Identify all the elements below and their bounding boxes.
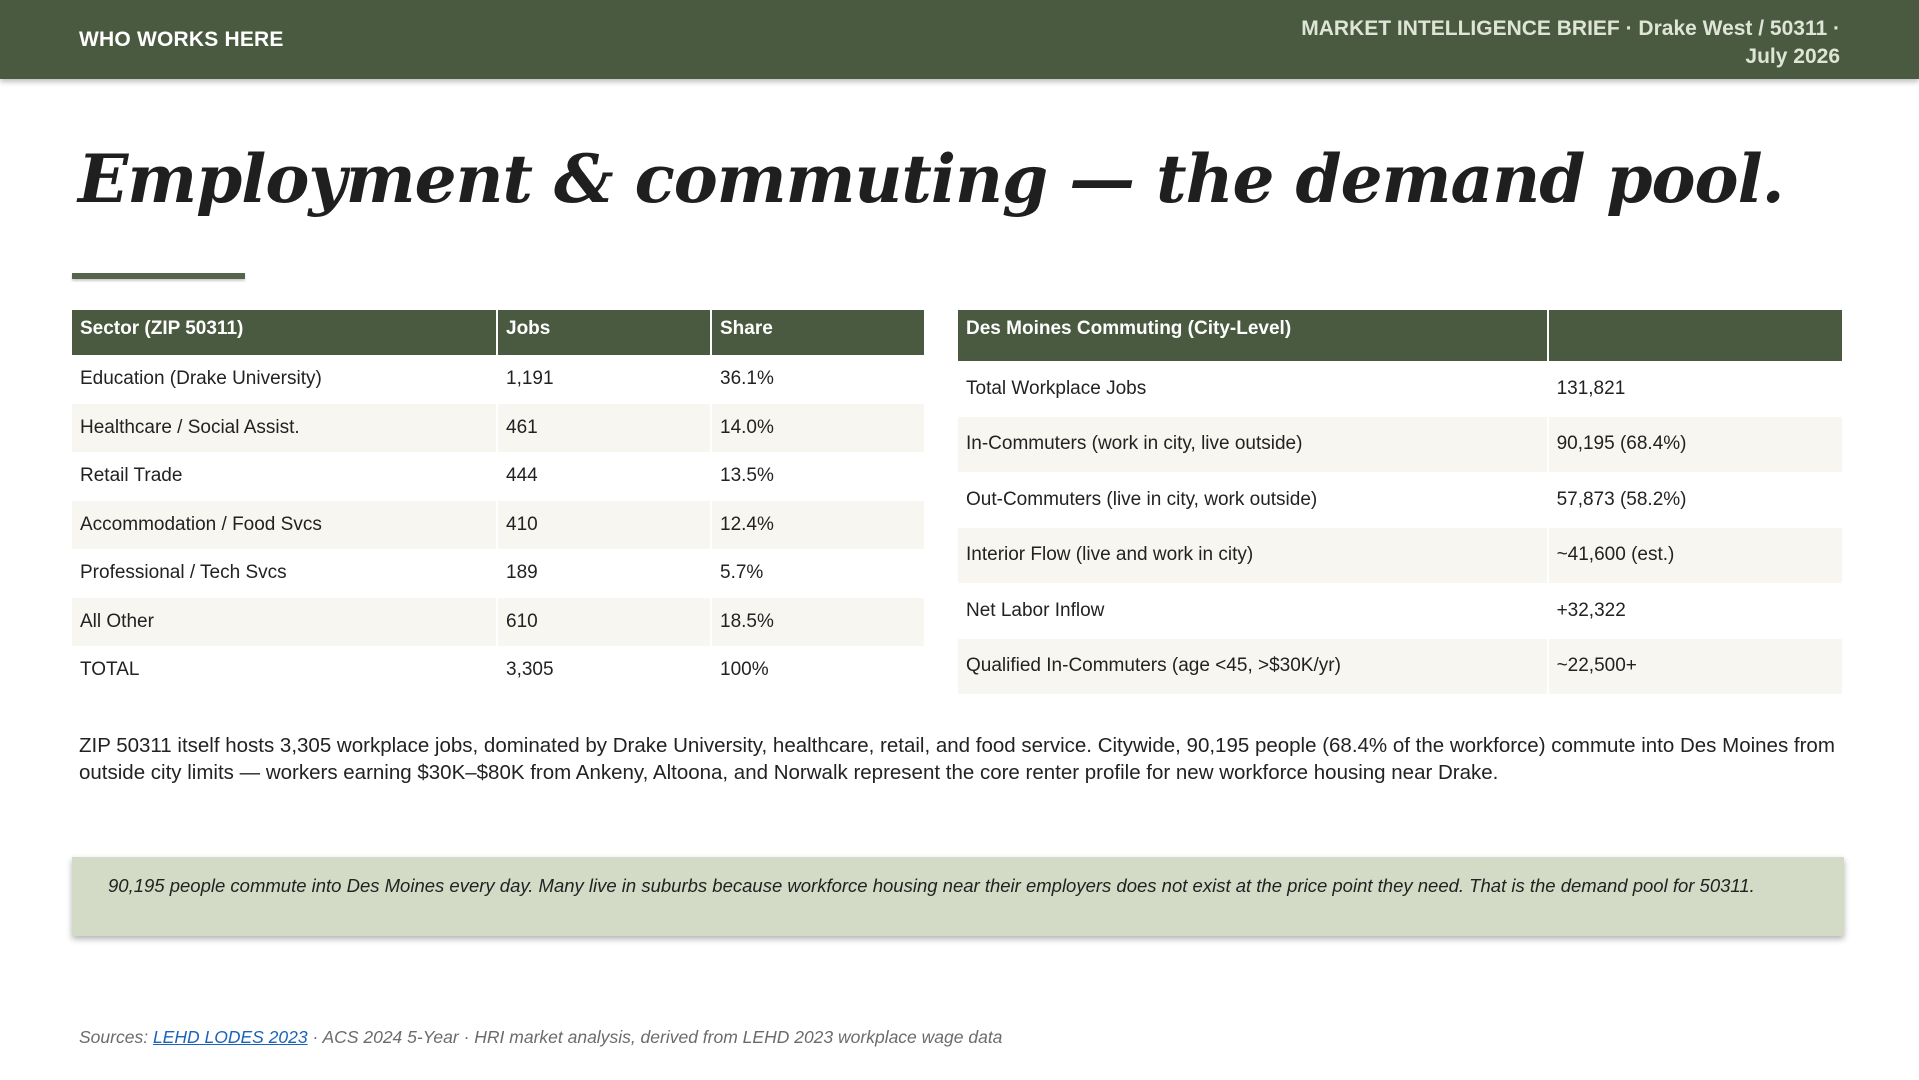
sector-cell: Education (Drake University)	[80, 368, 322, 390]
lehd-lodes-link[interactable]: LEHD LODES 2023	[152, 1027, 308, 1047]
value-cell: 57,873 (58.2%)	[1556, 488, 1687, 510]
sources-suffix: · ACS 2024 5-Year · HRI market analysis, derived from LEHD 2023 workplace wage data	[307, 1027, 1003, 1047]
metric-cell: Interior Flow (live and work in city)	[958, 528, 1547, 584]
share-cell: 12.4%	[712, 501, 924, 550]
table-row	[958, 639, 1842, 695]
value-cell: ~22,500+	[1549, 639, 1842, 695]
table-row	[72, 549, 924, 598]
jobs-cell: 3,305	[506, 659, 554, 681]
share-cell: 36.1%	[720, 368, 774, 390]
table-row	[72, 355, 924, 404]
table-row	[958, 417, 1842, 473]
sector-cell: Healthcare / Social Assist.	[72, 404, 496, 453]
share-cell: 14.0%	[712, 404, 924, 453]
jobs-cell: 461	[498, 404, 710, 453]
table-header-row	[72, 310, 924, 355]
brief-label	[1140, 15, 1840, 71]
brief-line-2: July 2026	[1745, 45, 1840, 68]
table-row	[72, 452, 924, 501]
sources-prefix: Sources:	[79, 1027, 153, 1047]
brief-line-1: MARKET INTELLIGENCE BRIEF · Drake West / 50311 ·	[1301, 17, 1840, 40]
metric-cell: In-Commuters (work in city, live outside)	[958, 417, 1547, 473]
jobs-cell: 1,191	[506, 368, 554, 390]
metric-cell: Total Workplace Jobs	[966, 377, 1147, 399]
table-row	[958, 583, 1842, 639]
summary-paragraph: ZIP 50311 itself hosts 3,305 workplace jobs, dominated by Drake University, healthcare, retail, and food service. Citywide, 90,195 people (68.4% of the workforce) commute into Des Moines from outside city limits — workers earning $30K–$80K from Ankeny, Altoona, and Norwalk represent the core renter profile for new workforce housing near Drake.	[79, 734, 1835, 784]
value-cell: ~41,600 (est.)	[1549, 528, 1842, 584]
value-cell: 90,195 (68.4%)	[1549, 417, 1842, 473]
column-header-sector: Sector (ZIP 50311)	[72, 310, 496, 355]
sector-cell: TOTAL	[80, 659, 140, 681]
top-bar	[0, 0, 1919, 79]
share-cell: 100%	[720, 659, 769, 681]
sector-cell: All Other	[72, 598, 496, 647]
column-header-value	[1549, 310, 1842, 361]
sources-footnote	[79, 1027, 1002, 1048]
share-cell: 13.5%	[720, 465, 774, 487]
column-header-share: Share	[712, 310, 924, 355]
column-header-commuting: Des Moines Commuting (City-Level)	[958, 310, 1547, 361]
table-row	[958, 361, 1842, 417]
callout-box	[72, 857, 1844, 936]
table-row	[72, 404, 924, 453]
share-cell: 18.5%	[712, 598, 924, 647]
page-title: Employment & commuting — the demand pool.	[78, 140, 1784, 218]
jobs-cell: 189	[506, 562, 538, 584]
jobs-cell: 610	[498, 598, 710, 647]
share-cell: 5.7%	[720, 562, 764, 584]
table-header-row	[958, 310, 1842, 361]
jobs-cell: 410	[498, 501, 710, 550]
metric-cell: Out-Commuters (live in city, work outside)	[966, 488, 1318, 510]
title-underline-rule	[72, 273, 245, 279]
table-row	[72, 598, 924, 647]
metric-cell: Net Labor Inflow	[966, 599, 1105, 621]
callout-text: 90,195 people commute into Des Moines every day. Many live in suburbs because workforce housing near their employers does not exist at the price point they need. That is the demand pool for 50311.	[108, 875, 1755, 896]
column-header-jobs: Jobs	[498, 310, 710, 355]
metric-cell: Qualified In-Commuters (age <45, >$30K/yr)	[958, 639, 1547, 695]
sector-cell: Retail Trade	[80, 465, 183, 487]
sector-jobs-table	[70, 310, 926, 695]
sector-cell: Accommodation / Food Svcs	[72, 501, 496, 550]
value-cell: +32,322	[1556, 599, 1626, 621]
jobs-cell: 444	[506, 465, 538, 487]
sector-cell: Professional / Tech Svcs	[80, 562, 287, 584]
table-row-total	[72, 646, 924, 695]
section-label: WHO WORKS HERE	[79, 28, 284, 51]
table-row	[958, 472, 1842, 528]
value-cell: 131,821	[1556, 377, 1626, 399]
table-row	[72, 501, 924, 550]
table-row	[958, 528, 1842, 584]
commuting-table	[956, 310, 1844, 694]
